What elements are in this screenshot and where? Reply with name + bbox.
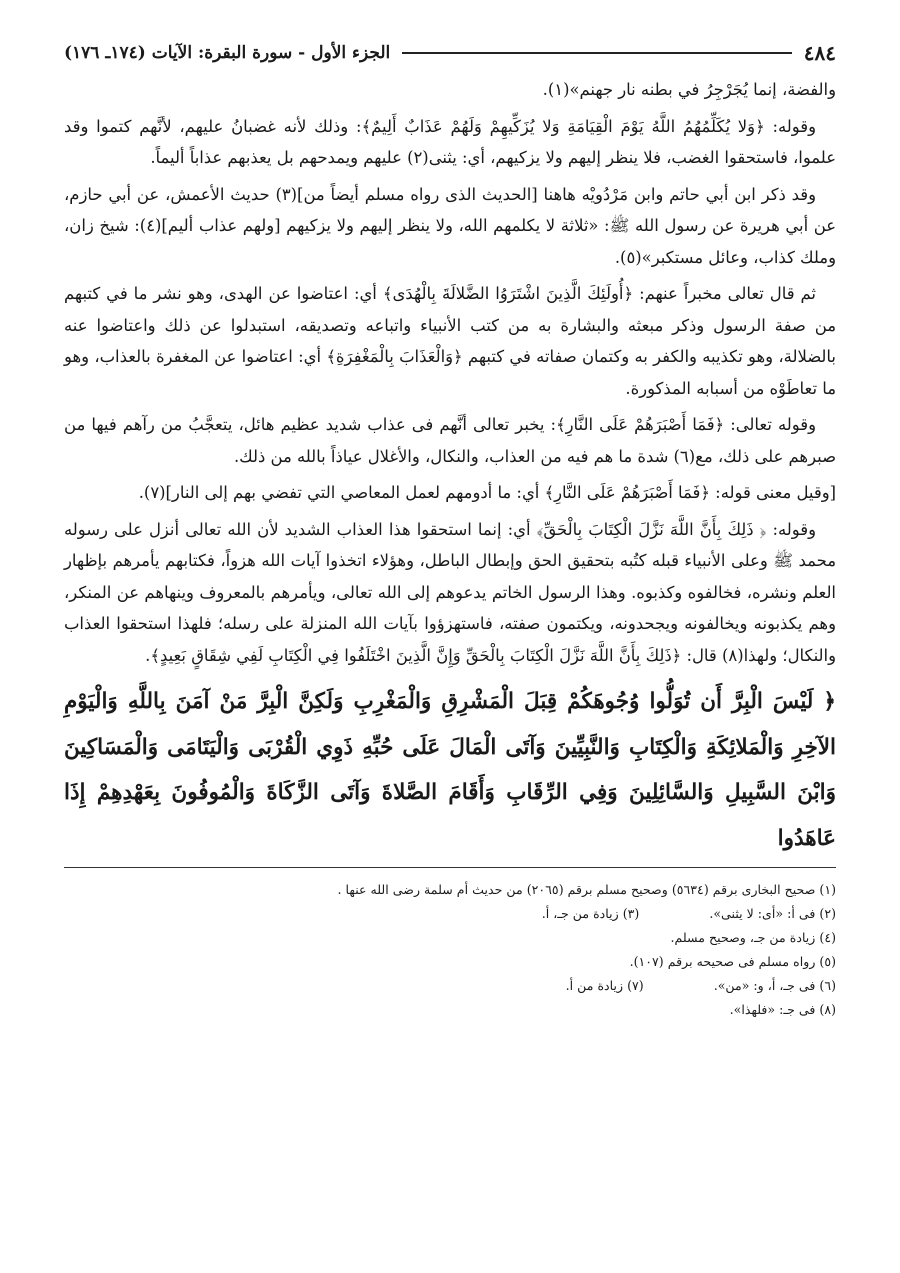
quran-verse: ﴿ لَيْسَ الْبِرَّ أَن تُوَلُّوا وُجُوهَكُمْ قِبَلَ الْمَشْرِقِ وَالْمَغْرِبِ وَلَكِنَّ الْبِرَّ مَنْ آمَنَ بِاللَّهِ وَالْيَوْمِ الآخِرِ وَالْمَلائِكَةِ وَالْكِتَابِ وَالنَّبِيِّينَ وَآتَى الْمَالَ عَلَى حُبِّهِ ذَوِي الْقُرْبَى وَالْيَتَامَى وَالْمَسَاكِينَ وَابْنَ السَّبِيلِ وَالسَّائِلِينَ وَفِي الرِّقَابِ وَأَقَامَ الصَّلاةَ وَآتَى الزَّكَاةَ وَالْمُوفُونَ بِعَهْدِهِمْ إِذَا عَاهَدُوا bbox=[64, 679, 836, 868]
footnote: (٤) زيادة من جـ، وصحيح مسلم. bbox=[670, 930, 836, 945]
page-number: ٤٨٤ bbox=[803, 41, 836, 65]
footnote-row bbox=[64, 902, 836, 926]
paragraph: [وقيل معنى قوله: ﴿فَمَا أَصْبَرَهُمْ عَلَى النَّارِ﴾ أي: ما أدومهم لعمل المعاصي التي تفضي بهم إلى النار](٧). bbox=[138, 483, 836, 502]
footnote: (٣) زيادة من جـ، أ. bbox=[541, 906, 640, 921]
tafsir-text bbox=[64, 74, 836, 671]
book-page bbox=[64, 40, 836, 1253]
paragraph: وقد ذكر ابن أبي حاتم وابن مَرْدُويْه هاهنا [الحديث الذى رواه مسلم أيضاً من](٣) حديث الأعمش، عن أبي حازم، عن أبي هريرة عن رسول الله ﷺ: «ثلاثة لا يكلمهم الله، ولا ينظر إليهم ولا يزكيهم [ولهم عذاب أليم](٤): شيخ زان، وملك كذاب، وعائل مستكبر»(٥). bbox=[64, 184, 836, 267]
paragraph: ثم قال تعالى مخبراً عنهم: ﴿أُولَئِكَ الَّذِينَ اشْتَرَوُا الضَّلالَةَ بِالْهُدَى﴾ أي: اعتاضوا عن الهدى، وهو نشر ما في كتبهم من صفة الرسول وذكر مبعثه والبشارة به من كتب الأنبياء واتباعه وتصديقه، استبدلوا عن ذلك واعتاضوا عنه بالضلالة، وهو تكذيبه والكفر به وكتمان صفاته في كتبهم ﴿وَالْعَذَابَ بِالْمَغْفِرَةِ﴾ أي: اعتاضوا عن المغفرة بالعذاب، وهو ما تعاطَوْه من أسبابه المذكورة. bbox=[64, 284, 836, 398]
footnotes bbox=[64, 878, 836, 1022]
paragraph: وقوله: ﴿وَلا يُكَلِّمُهُمُ اللَّهُ يَوْمَ الْقِيَامَةِ وَلا يُزَكِّيهِمْ وَلَهُمْ عَذَابٌ أَلِيمٌ﴾: وذلك لأنه غضبانُ عليهم، لأنَّهم كتموا وقد علموا، فاستحقوا الغضب، فلا ينظر إليهم ولا يزكيهم، أي: يثنى(٢) عليهم ويمدحهم بل يعذبهم عذاباً أليماً. bbox=[64, 116, 836, 167]
paragraph: وقوله: ﴿ ذَلِكَ بِأَنَّ اللَّهَ نَزَّلَ الْكِتَابَ بِالْحَقِّ﴾ أي: إنما استحقوا هذا العذاب الشديد لأن الله تعالى أنزل على رسوله محمد ﷺ وعلى الأنبياء قبله كتُبه بتحقيق الحق وإبطال الباطل، وهؤلاء اتخذوا آيات الله هزواً، فكتابهم يأمرهم بإظهار العلم ونشره، فخالفوه وكذبوه. وهذا الرسول الخاتم يدعوهم إلى الله تعالى، ويأمرهم بالمعروف وينهاهم عن المنكر، وهم يكذبونه ويخالفونه ويجحدونه، ويكتمون صفته، فاستهزؤوا بآيات الله المنزلة على رسله؛ فلهذا استحقوا العذاب والنكال؛ ولهذا(٨) قال: ﴿ذَلِكَ بِأَنَّ اللَّهَ نَزَّلَ الْكِتَابَ بِالْحَقِّ وَإِنَّ الَّذِينَ اخْتَلَفُوا فِي الْكِتَابِ لَفِي شِقَاقٍ بَعِيدٍ﴾. bbox=[64, 519, 836, 665]
footnote: (٢) فى أ: «أى: لا يثنى». bbox=[709, 906, 836, 921]
header-rule bbox=[402, 52, 791, 54]
paragraph: والفضة، إنما يُجَرْجِرُ في بطنه نار جهنم»(١). bbox=[542, 80, 836, 99]
page-header bbox=[64, 40, 836, 66]
running-title: الجزء الأول - سورة البقرة: الآيات (١٧٤ـ ١٧٦) bbox=[64, 43, 391, 63]
footnote: (٧) زيادة من أ. bbox=[565, 978, 644, 993]
footnote: (١) صحيح البخارى برقم (٥٦٣٤) وصحيح مسلم برقم (٢٠٦٥) من حديث أم سلمة رضى الله عنها . bbox=[337, 882, 836, 897]
footnote: (٦) فى جـ، أ، و: «من». bbox=[713, 978, 836, 993]
footnote: (٨) فى جـ: «فلهذا». bbox=[729, 1002, 836, 1017]
paragraph: وقوله تعالى: ﴿فَمَا أَصْبَرَهُمْ عَلَى النَّارِ﴾: يخبر تعالى أنَّهم فى عذاب شديد عظيم هائل، يتعجَّبُ من رآهم فيها من صبرهم على ذلك، مع(٦) شدة ما هم فيه من العذاب، والنكال، والأغلال عياذاً بالله من ذلك. bbox=[64, 415, 836, 466]
footnote: (٥) رواه مسلم فى صحيحه برقم (١٠٧). bbox=[629, 954, 836, 969]
footnote-row bbox=[64, 974, 836, 998]
